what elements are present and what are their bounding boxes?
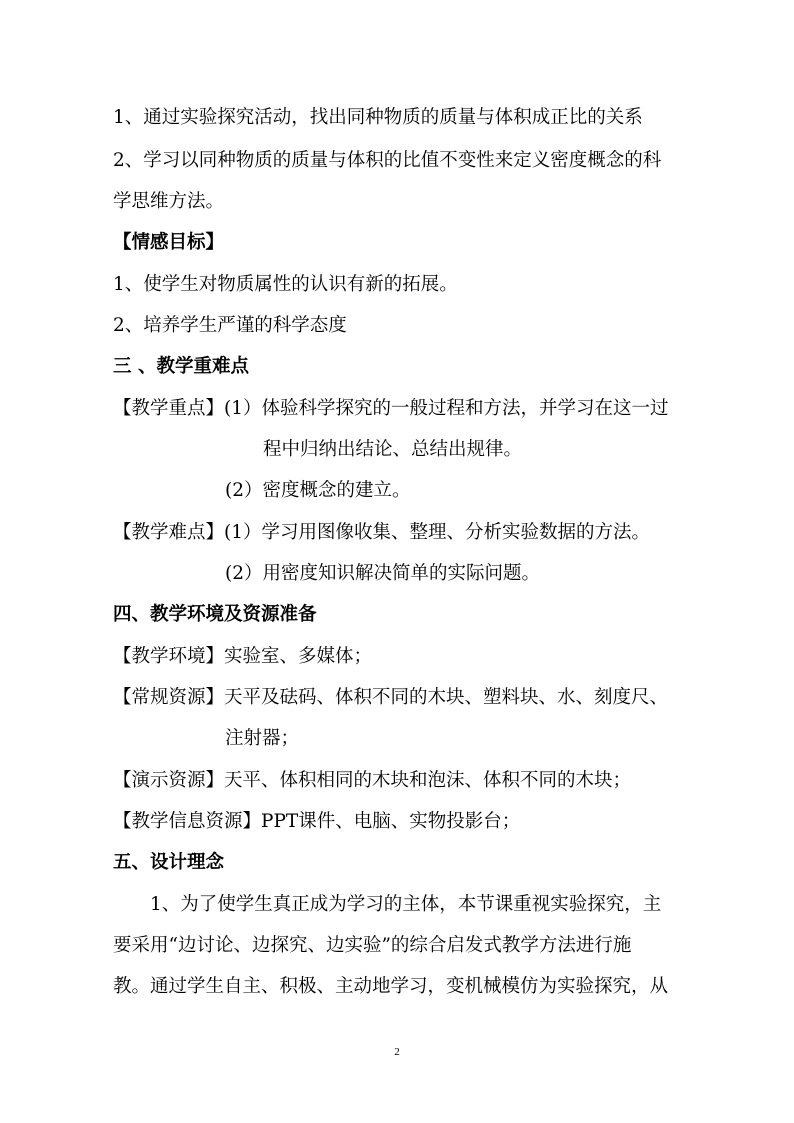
text-line: 【教学重点】(1）体验科学探究的一般过程和方法，并学习在这一过 [113, 398, 669, 419]
text-line: 学思维方法。 [113, 191, 225, 212]
page-number: 2 [394, 1046, 400, 1058]
text-line: 1、为了使学生真正成为学习的主体，本节课重视实验探究，主 [150, 894, 662, 915]
text-line: (2）用密度知识解决简单的实际问题。 [225, 563, 540, 584]
text-line: 程中归纳出结论、总结出规律。 [263, 439, 523, 460]
text-line: 1、通过实验探究活动，找出同种物质的质量与体积成正比的关系 [113, 107, 643, 128]
text-line: (2）密度概念的建立。 [225, 480, 411, 501]
text-line: 2、学习以同种物质的质量与体积的比值不变性来定义密度概念的科 [113, 150, 662, 171]
text-line: 教。通过学生自主、积极、主动地学习，变机械模仿为实验探究，从 [113, 976, 669, 997]
section-heading: 三 、教学重难点 [113, 356, 249, 377]
section-heading: 四、教学环境及资源准备 [113, 604, 317, 625]
text-line: 2、培养学生严谨的科学态度 [113, 315, 347, 336]
text-line: 【常规资源】天平及砝码、体积不同的木块、塑料块、水、刻度尺、 [113, 687, 669, 708]
text-line: 【教学难点】(1）学习用图像收集、整理、分析实验数据的方法。 [113, 522, 650, 543]
text-line: 【教学环境】实验室、多媒体； [113, 646, 373, 667]
text-line: 注射器； [225, 728, 300, 749]
section-heading: 五、设计理念 [113, 852, 225, 873]
text-line: 要采用“边讨论、边探究、边实验”的综合启发式教学方法进行施 [113, 935, 632, 956]
text-line: 【教学信息资源】PPT课件、电脑、实物投影台； [113, 811, 521, 832]
text-line: 【演示资源】天平、体积相同的木块和泡沫、体积不同的木块； [113, 770, 632, 791]
text-line: 1、使学生对物质属性的认识有新的拓展。 [113, 274, 458, 295]
section-heading: 【情感目标】 [113, 232, 225, 253]
